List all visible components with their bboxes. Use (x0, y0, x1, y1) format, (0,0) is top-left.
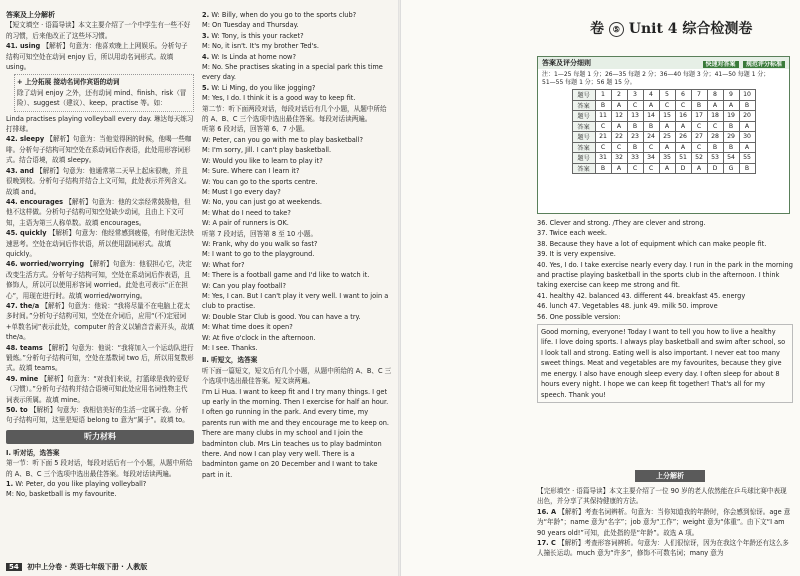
answer-line: 36. Clever and strong. /They are clever and strong. (537, 219, 706, 227)
answer-key-title: 答案及评分细则 (542, 59, 591, 67)
answer-cell: B (723, 142, 739, 153)
answer-cell: G (723, 163, 739, 174)
paragraph: M: Yes, I can. But I can't play it very well. I want to join a club to practise. (202, 291, 389, 311)
paragraph: 49. mine 【解析】句意为：“对我们来说，打篮球是我的爱好（习惯）。”分析句子结构并结合语境可知此处应用名词性物主代词表示所属。故填 mine。 (6, 374, 190, 404)
row-header: 题号 (572, 90, 595, 101)
item-number: 43. and (6, 166, 37, 175)
answer-cell: 31 (595, 153, 611, 164)
paragraph: 2. W: Billy, when do you go to the sports club? (202, 11, 357, 19)
answer-line: 37. Twice each week. (537, 229, 607, 238)
answer-cell: B (739, 100, 755, 111)
paragraph: M: There is a football game and I'd like to watch it. (202, 271, 370, 280)
item-number: 50. to (6, 406, 30, 415)
row-header: 答案 (572, 100, 595, 111)
answer-cell: C (595, 121, 611, 132)
answer-cell: 24 (643, 132, 659, 143)
answer-line: 40. Yes, I do. I take exercise nearly every day. I run in the park in the morning and practise playing basketball in the sports club in the afternoon. I think taking exercise can keep me strong and fit. (537, 260, 793, 290)
answer-cell: C (595, 142, 611, 153)
paragraph: W: At five o'clock in the afternoon. (202, 333, 316, 342)
answer-cell: 10 (739, 90, 755, 101)
answer-cell: 22 (611, 132, 627, 143)
answer-cell: B (643, 121, 659, 132)
unit-number: ⑤ (609, 22, 624, 37)
paragraph: M: No, basketball is my favourite. (6, 490, 117, 499)
answer-cell: 16 (675, 111, 691, 122)
paragraph: M: Yes, I do. I think it is a good way to keep fit. (202, 94, 356, 103)
answer-cell: B (739, 163, 755, 174)
answer-cell: 33 (627, 153, 643, 164)
answer-table-row (572, 111, 755, 122)
left-column-1 (6, 10, 194, 500)
section-header: 答案及上分解析 (6, 11, 55, 19)
paragraph: Linda practises playing volleyball every day. 琳达每天练习打排球。 (6, 114, 194, 134)
paragraph: W: A pair of runners is OK. (202, 219, 289, 228)
row-header: 题号 (572, 153, 595, 164)
page-footer (6, 562, 147, 572)
paragraph: 45. quickly 【解析】句意为：他经常感到疲倦，有时他无法快速思考。空处在动词后作状语，所以使用副词形式。故填 quickly。 (6, 229, 194, 258)
unit-title (590, 18, 770, 38)
answer-cell: 12 (611, 111, 627, 122)
answer-cell: B (627, 121, 643, 132)
answer-line: 38. Because they have a lot of equipment which can make people fit. (537, 239, 767, 248)
paragraph: 41. using 【解析】句意为：他喜欢晚上上网娱乐。分析句子结构可知空处在动词 enjoy 后，所以用动名词形式。故填 using。 (6, 42, 188, 72)
unit-title-text: Unit 4 综合检测卷 (628, 21, 753, 37)
row-header: 题号 (572, 132, 595, 143)
answer-cell: A (691, 163, 707, 174)
answer-cell: 32 (611, 153, 627, 164)
answer-cell: C (643, 163, 659, 174)
answer-cell: 27 (691, 132, 707, 143)
answer-cell: 1 (595, 90, 611, 101)
paragraph: 50. to 【解析】句意为：我相信美好的生活一定属于我。分析句子结构可知，这里是短语 belong to 意为“属于”。故填 to。 (6, 406, 189, 425)
paragraph: M: I see. Thanks. (202, 344, 258, 352)
paragraph: W: Double Star Club is good. You can have a try. (202, 312, 361, 321)
item-number: 47. the/a (6, 301, 42, 310)
answer-line: 56. One possible version: (537, 312, 621, 321)
answer-line: 39. It is very expensive. (537, 250, 616, 259)
answer-cell: B (723, 121, 739, 132)
paragraph: 5. W: Li Ming, do you like jogging? (202, 83, 316, 92)
answer-cell: A (659, 121, 675, 132)
item-number: 16. A (537, 507, 559, 516)
row-header: 答案 (572, 121, 595, 132)
answer-cell: 7 (691, 90, 707, 101)
extension-box (14, 74, 194, 111)
item-number: 48. teams (6, 343, 46, 352)
item-number: 4. (202, 52, 212, 61)
answer-cell: 23 (627, 132, 643, 143)
answer-cell: C (691, 142, 707, 153)
answer-table-row (572, 142, 755, 153)
paragraph: 1. W: Peter, do you like playing volleyball? (6, 480, 147, 489)
answer-cell: 4 (643, 90, 659, 101)
answer-cell: A (675, 121, 691, 132)
paragraph: 3. W: Tony, is this your racket? (202, 31, 304, 40)
answer-cell: B (595, 100, 611, 111)
answer-cell: 54 (723, 153, 739, 164)
answer-table-row (572, 100, 755, 111)
item-number: 3. (202, 31, 212, 40)
answer-cell: A (611, 163, 627, 174)
paragraph: 16. A 【解析】考查名词辨析。句意为：当你知道我的年龄时，你会感到惊讶。age 意为“年龄”；name 意为“名字”；job 意为“工作”；weight 意为“体重”。由下文“I am 90 years old!”可知，此处指的是“年龄”。故选 A 项。 (537, 507, 791, 537)
paragraph: 44. encourages 【解析】句意为：他的父亲经常鼓励他，但他不这样做。分析句子结构可知空处缺少动词，且由上下文可知，主语为第三人称单数。故填 encourages。 (6, 197, 191, 227)
paragraph: 47. the/a 【解析】句意为：他说：“我将尽量不在电脑上花太多时间。”分析句子结构可知，空处在介词后，应用“(不)定冠词+单数名词”表示此处，computer 的含义以辅音音素开头，故填 the/a。 (6, 301, 194, 342)
answer-cell: A (659, 163, 675, 174)
section-title: Ⅱ. 听短文，选答案 (202, 356, 258, 365)
answer-table-row (572, 132, 755, 143)
paragraph: M: Must I go every day? (202, 187, 281, 196)
answer-key-header (538, 57, 789, 69)
extension-text: 除了动词 enjoy 之外，还有动词 mind、finish、risk（冒险）、suggest（建议）、keep、practise 等。如： (17, 88, 187, 108)
answer-cell: C (659, 100, 675, 111)
answer-cell: C (691, 121, 707, 132)
answer-cell: 21 (595, 132, 611, 143)
answer-cell: A (611, 100, 627, 111)
paragraph: I'm Li Hua. I want to keep fit and I try many things. I get up early in the morning. Then I exercise for half an hour. I often go running in the park. And every time, my parents run with me and they encourage me to keep on. There are many clubs in my school and I join the badminton club. Mrs Lin teaches us to play badminton there. And now I can play very well. There is a badminton game on 20 December and I want to take part in it. (202, 387, 390, 479)
analysis-banner: 上分解析 (635, 470, 705, 482)
answer-cell: A (739, 121, 755, 132)
paragraph: W: What for? (202, 260, 245, 269)
answer-cell: A (739, 142, 755, 153)
answer-table (572, 89, 756, 174)
item-number: 46. worried/worrying (6, 260, 87, 269)
paragraph: 48. teams 【解析】句意为：他说：“我将加入一个运动队进行锻炼。”分析句子结构可知，空处在基数词 two 后，所以用复数形式。故填 teams。 (6, 343, 194, 373)
answer-cell: 25 (659, 132, 675, 143)
paragraph: 【完形填空 · 语篇导读】本文主要介绍了一位 90 岁的老人依然能在乒乓球比赛中表现出色，并分享了其保持健康的方法。 (537, 487, 787, 506)
answer-cell: A (723, 100, 739, 111)
item-number: 45. quickly (6, 229, 49, 238)
answer-cell: C (643, 142, 659, 153)
left-column-2 (202, 10, 392, 480)
answer-cell: B (691, 100, 707, 111)
answer-cell: B (707, 142, 723, 153)
answer-cell: 30 (739, 132, 755, 143)
answer-cell: 29 (723, 132, 739, 143)
answer-cell: 5 (659, 90, 675, 101)
answer-cell: 34 (643, 153, 659, 164)
answer-cell: 9 (723, 90, 739, 101)
answer-cell: 18 (707, 111, 723, 122)
answer-cell: D (707, 163, 723, 174)
paragraph: 4. W: Is Linda at home now? (202, 52, 296, 61)
answer-cell: 20 (739, 111, 755, 122)
scoring-note-line-1: 注：1—25 每题 1 分；26—35 每题 2 分；36—40 每题 3 分；41—50 每题 1 分； (542, 71, 770, 78)
right-answers-column (537, 218, 793, 403)
paragraph: M: I want to go to the playground. (202, 250, 315, 259)
answer-cell: 2 (611, 90, 627, 101)
paragraph: M: No, it isn't. It's my brother Ted's. (202, 42, 319, 51)
paragraph: M: What time does it open? (202, 323, 293, 332)
answer-cell: A (611, 121, 627, 132)
row-header: 答案 (572, 163, 595, 174)
answer-table-row (572, 153, 755, 164)
answer-cell: 11 (595, 111, 611, 122)
answer-cell: 15 (659, 111, 675, 122)
answer-cell: 35 (659, 153, 675, 164)
paragraph: 【短文填空 · 语篇导读】本文主要介绍了一个中学生有一些不好的习惯，后来他改正了这些坏习惯。 (6, 21, 191, 40)
answer-cell: C (707, 121, 723, 132)
paragraph: 42. sleepy 【解析】句意为：当他觉得困的时候，他喝一些咖啡。分析句子结构可知空处在系动词后作表语，此处用形容词形式。结合语境，故填 sleepy。 (6, 135, 192, 165)
answer-cell: C (627, 100, 643, 111)
answer-line: 46. lunch 47. Vegetables 48. junk 49. milk 50. improve (537, 302, 718, 311)
answer-cell: 52 (691, 153, 707, 164)
paragraph: 17. C 【解析】考查形容词辨析。句意为：人们很惊讶，因为在我这个年龄还有这么多人撞长运动。much 意为“许多”，修饰不可数名词；many 意为 (537, 539, 789, 558)
item-number: 1. (6, 480, 16, 489)
quick-check-tag: 快速对答案 (703, 61, 739, 68)
paragraph: 43. and 【解析】句意为：他通常第二天早上起床很晚，并且很晚到校。分析句子结构并结合上文可知，此处表示并列含义。故填 and。 (6, 166, 191, 196)
answer-cell: 6 (675, 90, 691, 101)
paragraph: 听第 7 段对话，回答第 8 至 10 小题。 (202, 229, 318, 238)
item-number: 17. C (537, 539, 559, 548)
answer-cell: 14 (643, 111, 659, 122)
page-number: 54 (6, 563, 22, 571)
paragraph: M: On Tuesday and Thursday. (202, 21, 299, 30)
paragraph: M: Sure. Where can I learn it? (202, 167, 300, 176)
item-number: 42. sleepy (6, 135, 47, 144)
extension-title: + 上分拓展 接动名词作宾语的动词 (17, 78, 120, 87)
answer-cell: 51 (675, 153, 691, 164)
answer-cell: 26 (675, 132, 691, 143)
scoring-note-line-2: 51—55 每题 1 分；56 题 15 分。 (542, 79, 636, 86)
answer-line: 41. healthy 42. balanced 43. different 44. breakfast 45. energy (537, 291, 746, 300)
item-number: 5. (202, 83, 212, 92)
paragraph: 第二节：听下面两段对话，每段对话后有几个小题，从题中所给的 A、B、C 三个选项中选出最佳答案。每段对话读两遍。 (202, 104, 387, 124)
answer-cell: C (675, 100, 691, 111)
answer-key-box (537, 56, 790, 214)
section-title: Ⅰ. 听对话，选答案 (6, 448, 60, 457)
answer-cell: D (675, 163, 691, 174)
answer-cell: 3 (627, 90, 643, 101)
right-column-2 (537, 486, 793, 559)
answer-cell: 28 (707, 132, 723, 143)
answer-cell: 55 (739, 153, 755, 164)
sample-essay: Good morning, everyone! Today I want to tell you how to live a healthy life. I love doing sports. I always play basketball and swim after school, so I look tall and strong. Eating well is also important. I never eat too many sweet things. Meat and vegetables are my favourites, because they give me energy. I also have enough sleep every day. I often sleep for about 8 hours every night. I hope we can keep fit together! That's all for my speech. Thank you! (537, 324, 793, 403)
paragraph: M: What do I need to take? (202, 208, 291, 217)
scoring-note (538, 69, 789, 89)
item-number: 44. encourages (6, 197, 66, 206)
answer-cell: C (611, 142, 627, 153)
unit-label: 卷 (590, 21, 604, 37)
paragraph: 听下面一篇短文，短文后有几个小题，从题中所给的 A、B、C 三个选项中选出最佳答案。短文读两遍。 (202, 366, 392, 386)
answer-table-row (572, 163, 755, 174)
paragraph: W: Can you play football? (202, 281, 287, 290)
answer-cell: 17 (691, 111, 707, 122)
answer-cell: C (627, 163, 643, 174)
paragraph: W: Peter, can you go with me to play basketball? (202, 135, 363, 144)
section-banner: 听力材料 (6, 430, 194, 444)
answer-table-row (572, 90, 755, 101)
paragraph: M: No. She practises skating in a special park this time every day. (202, 63, 383, 82)
paragraph: 46. worried/worrying 【解析】句意为：他很担心它，决定改变生活方式。分析句子结构可知，空处在系动词后作表语，且修饰人，所以可以使用形容词 worried。此处也可表示“正在担心”，用现在进行时。故填 worried/worrying。 (6, 260, 192, 300)
paragraph: W: No, you can just go at weekends. (202, 198, 322, 207)
answer-table-row (572, 121, 755, 132)
answer-cell: A (675, 142, 691, 153)
book-title: 初中上分卷 · 英语七年级下册 · 人教版 (27, 563, 148, 571)
item-number: 41. using (6, 42, 43, 51)
answer-cell: A (707, 100, 723, 111)
answer-cell: 19 (723, 111, 739, 122)
item-number: 2. (202, 11, 212, 19)
paragraph: 第一节：听下面 5 段对话，每段对话后有一个小题，从题中所给的 A、B、C 三个选项中选出最佳答案。每段对话读两遍。 (6, 459, 193, 478)
answer-cell: A (659, 142, 675, 153)
scoring-tag: 规范评分标准 (743, 61, 785, 68)
row-header: 答案 (572, 142, 595, 153)
answer-cell: B (595, 163, 611, 174)
row-header: 题号 (572, 111, 595, 122)
paragraph: W: Would you like to learn to play it? (202, 156, 323, 165)
answer-cell: B (627, 142, 643, 153)
answer-cell: 13 (627, 111, 643, 122)
item-number: 49. mine (6, 374, 41, 383)
answer-cell: 53 (707, 153, 723, 164)
paragraph: W: Frank, why do you walk so fast? (202, 239, 318, 248)
answer-cell: A (643, 100, 659, 111)
answer-cell: 8 (707, 90, 723, 101)
paragraph: W: You can go to the sports centre. (202, 177, 318, 186)
paragraph: M: I'm sorry, Jill. I can't play basketball. (202, 146, 332, 155)
paragraph: 听第 6 段对话，回答第 6、7 小题。 (202, 125, 309, 134)
